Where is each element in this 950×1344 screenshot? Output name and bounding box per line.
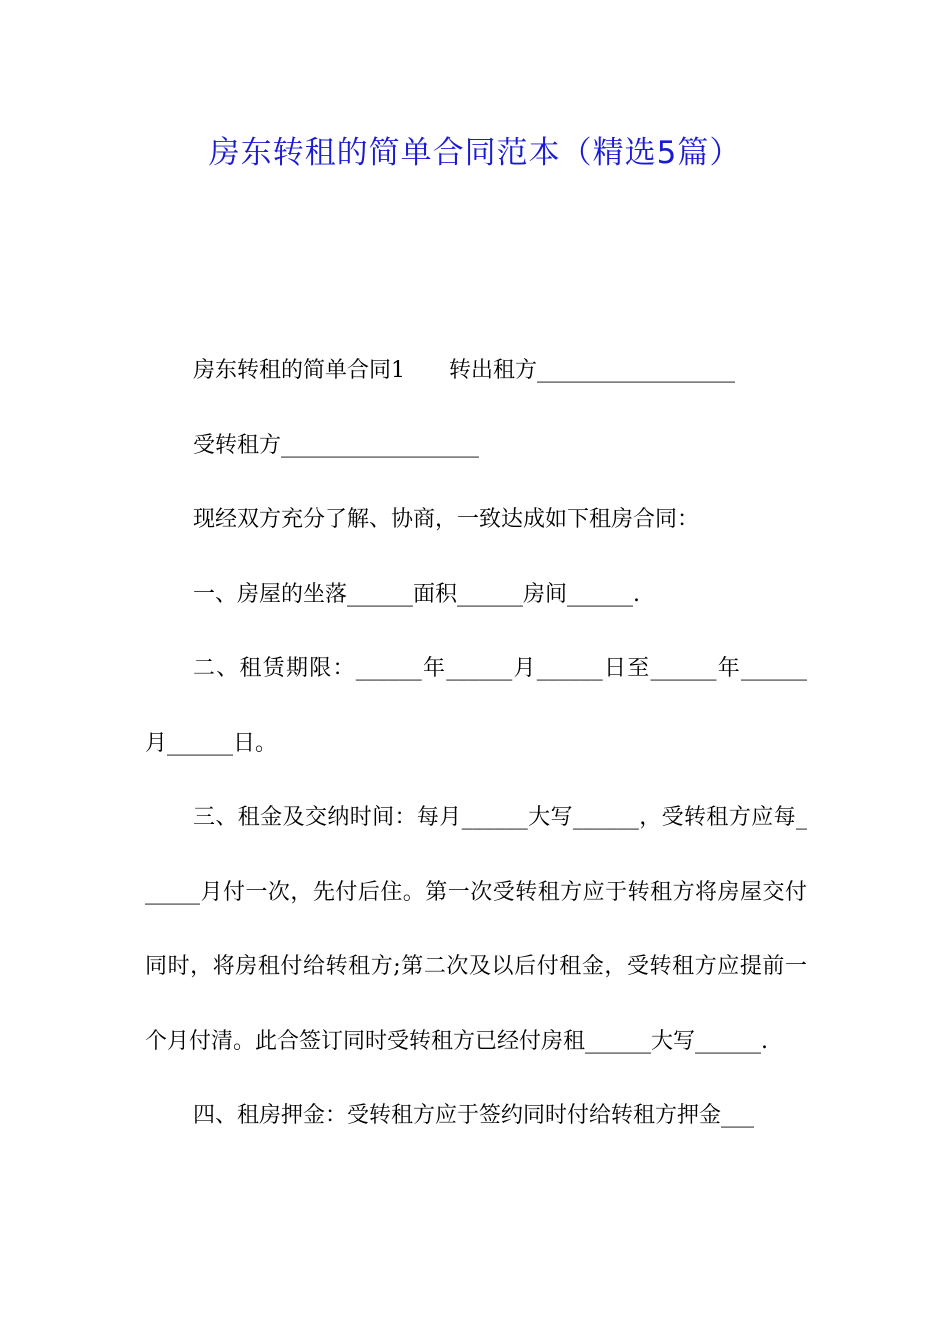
paragraph-clause-2-term: 二、租赁期限：______年______月______日至______年______月______日。 xyxy=(145,656,807,756)
document-title: 房东转租的简单合同范本（精选5篇） xyxy=(208,135,742,171)
paragraph-contract-heading: 房东转租的简单合同1 转出租方__________________ xyxy=(193,358,735,383)
paragraph-agreement: 现经双方充分了解、协商，一致达成如下租房合同： xyxy=(193,507,700,532)
document-body xyxy=(145,334,807,1154)
paragraph-lessee: 受转租方__________________ xyxy=(193,432,480,458)
paragraph-clause-1-location: 一、房屋的坐落______面积______房间______. xyxy=(193,581,640,607)
paragraph-clause-3-rent: 三、租金及交纳时间：每月______大写______，受转租方应每______月付一次，先付后住。第一次受转租方应于转租方将房屋交付同时，将房租付给转租方;第二次及以后付租金，受转租方应提前一个月付清。此合签订同时受转租方已经付房租______大写______. xyxy=(145,805,807,1054)
paragraph-clause-4-deposit: 四、租房押金：受转租方应于签约同时付给转租方押金___ xyxy=(193,1103,755,1128)
